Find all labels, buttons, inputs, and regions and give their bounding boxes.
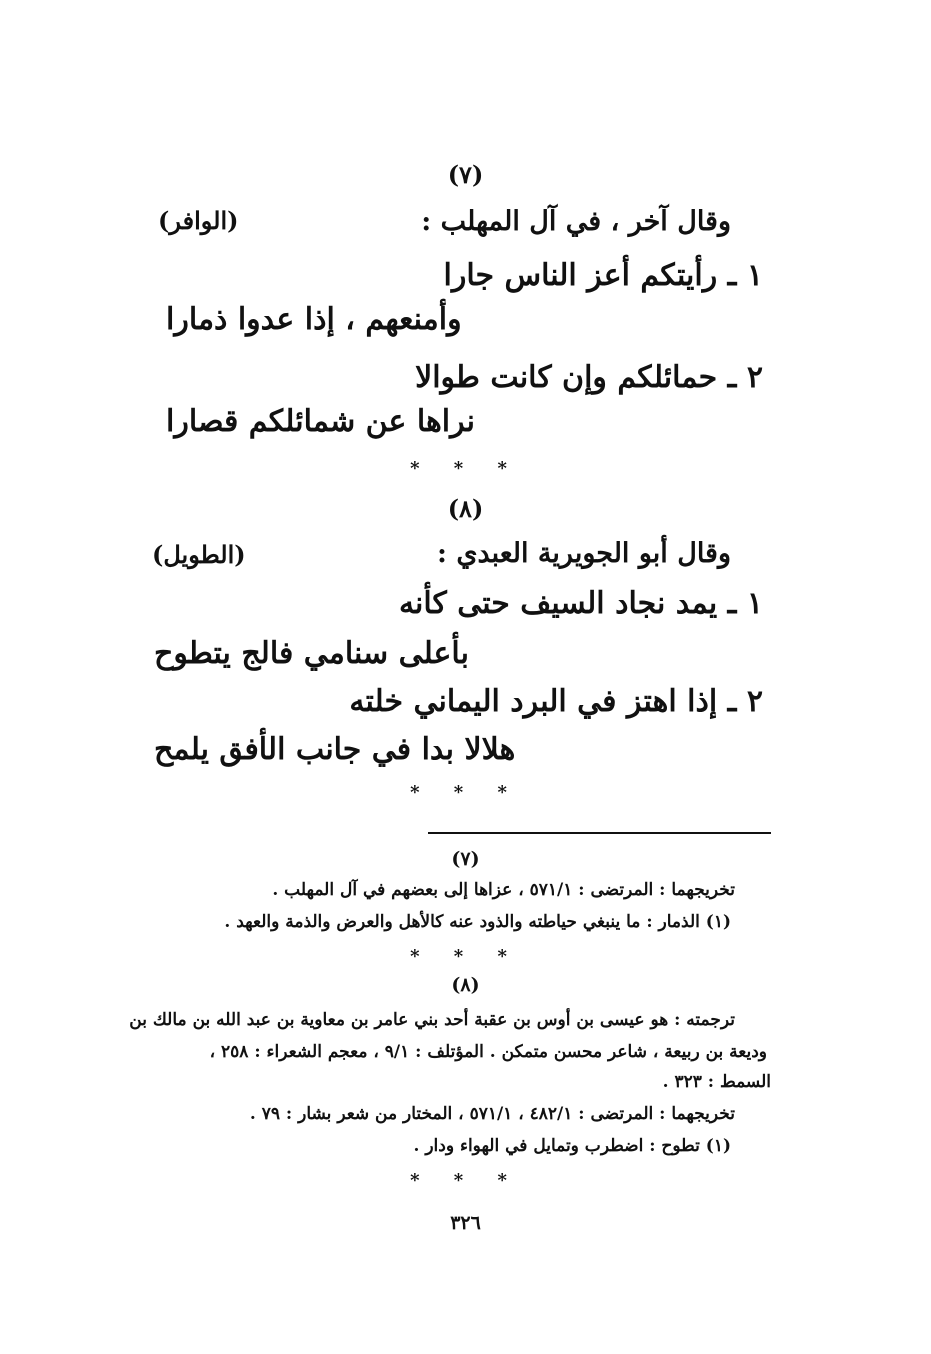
poem-8-number: (٨): [447, 494, 484, 523]
footnote-8-line: ترجمته : هو عيسى بن أوس بن عقبة أحد بني عامر بن معاوية بن عبد الله بن مالك بن: [129, 1010, 735, 1030]
poem-8-intro: وقال أبو الجويرية العبدي :: [436, 538, 731, 569]
poem-8-verse-1-first-hemistich: ١ ـ يمد نجاد السيف حتى كأنه: [398, 586, 763, 621]
section-separator: * * *: [410, 782, 521, 803]
footnote-8-line: السمط : ٣٢٣ .: [662, 1072, 771, 1092]
footnote-7-number: (٧): [451, 848, 480, 870]
footnote-7-line: (١) الذمار : ما ينبغي حياطته والذود عنه كالأهل والعرض والذمة والعهد .: [224, 912, 731, 932]
poem-7-meter: (الوافر): [158, 206, 239, 235]
poem-7-verse-1-first-hemistich: ١ ـ رأيتكم أعز الناس جارا: [443, 258, 763, 293]
section-separator: * * *: [410, 458, 521, 479]
poem-8-meter: (الطويل): [152, 540, 246, 569]
footnote-8-line: تخريجهما : المرتضى : ٤٨٢/١ ، ٥٧١/١ ، المختار من شعر بشار : ٧٩ .: [249, 1104, 735, 1124]
poem-7-number: (٧): [447, 160, 484, 189]
footnote-8-line: (١) تطوح : اضطرب وتمايل في الهواء ودار .: [413, 1136, 731, 1156]
footnote-divider: [428, 832, 771, 834]
section-separator: * * *: [410, 946, 521, 967]
poem-7-verse-2-first-hemistich: ٢ ـ حمائلكم وإن كانت طوالا: [415, 360, 763, 395]
poem-7-verse-1-second-hemistich: وأمنعهم ، إذا عدوا ذمارا: [166, 302, 462, 337]
poem-8-verse-1-second-hemistich: بأعلى سنامي فالج يتطوح: [154, 636, 469, 671]
footnote-8-number: (٨): [451, 974, 480, 996]
poem-8-verse-2-second-hemistich: هلالا بدا في جانب الأفق يلمح: [154, 732, 516, 767]
page-number: ٣٢٦: [450, 1212, 481, 1234]
footnote-8-line: وديعة بن ربيعة ، شاعر محسن متمكن . المؤتلف : ٩/١ ، معجم الشعراء : ٢٥٨ ،: [209, 1042, 767, 1062]
poem-7-intro: وقال آخر ، في آل المهلب :: [421, 206, 731, 237]
poem-8-verse-2-first-hemistich: ٢ ـ إذا اهتز في البرد اليماني خلته: [349, 684, 763, 719]
footnote-7-line: تخريجهما : المرتضى : ٥٧١/١ ، عزاها إلى بعضهم في آل المهلب .: [272, 880, 735, 900]
poem-7-verse-2-second-hemistich: نراها عن شمائلكم قصارا: [166, 404, 476, 439]
section-separator: * * *: [410, 1170, 521, 1191]
